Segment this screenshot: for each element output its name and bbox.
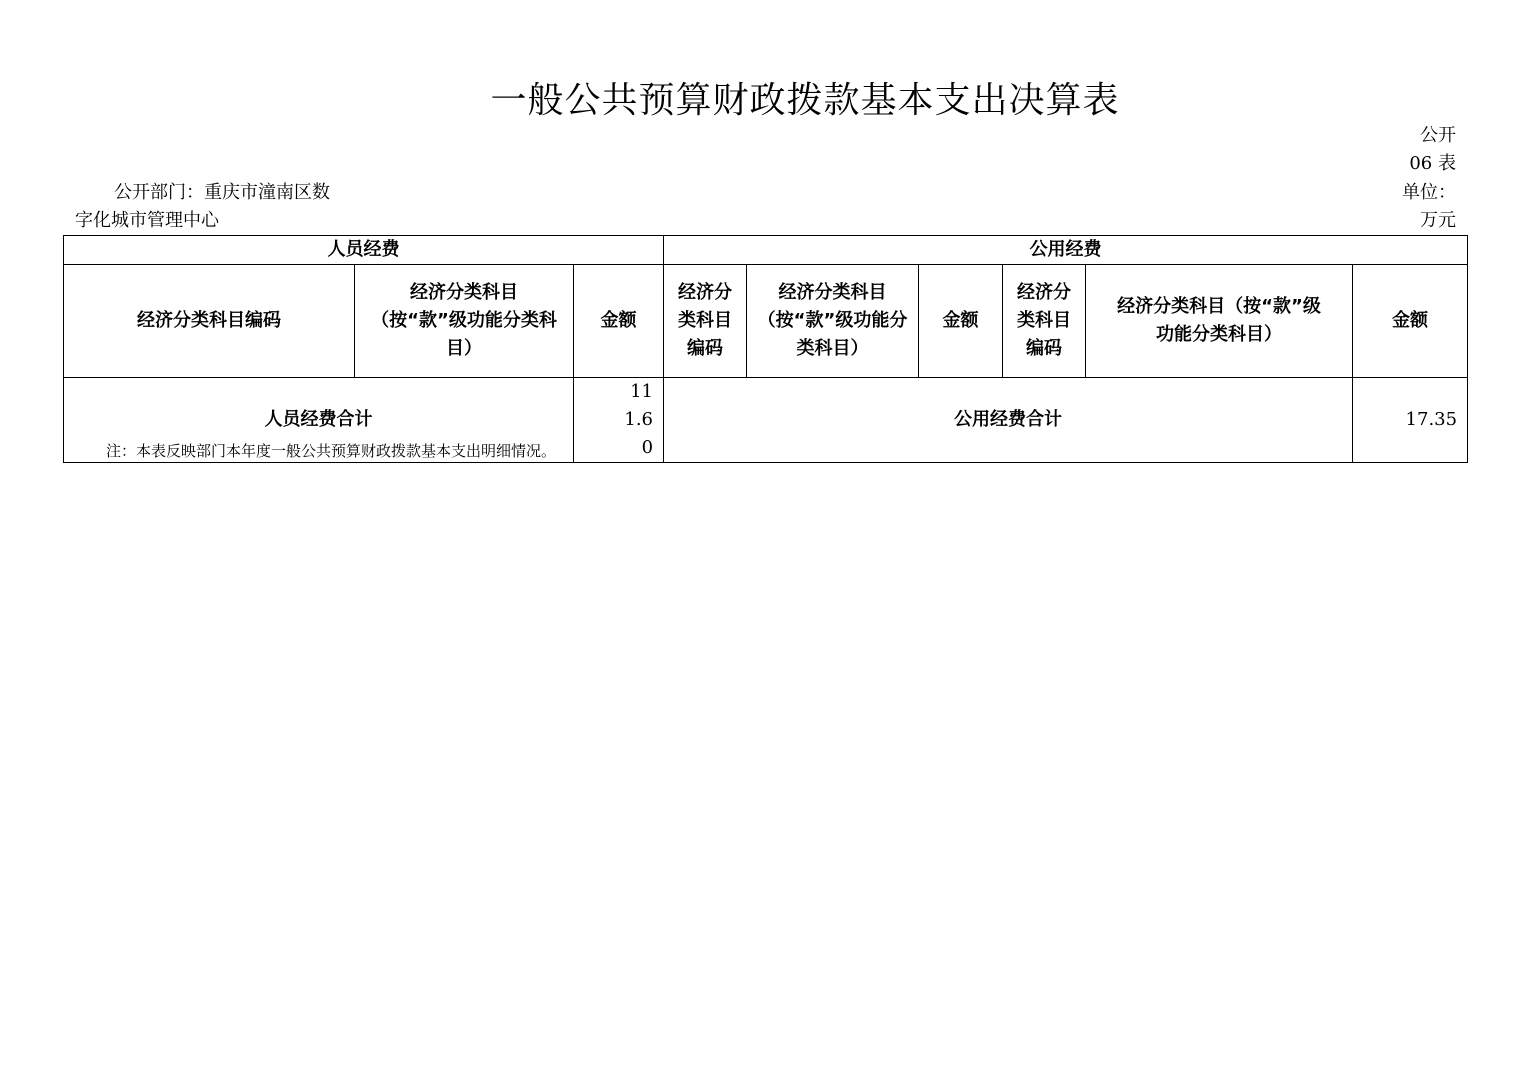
expenditure-table: [63, 235, 1468, 463]
header-public1-name-text: 经济分类科目（按“款”级功能分类科目）: [757, 282, 908, 359]
total-public-value: 17.35: [1353, 378, 1468, 463]
header-personnel-name: [355, 265, 574, 378]
form-number-line2: 06 表: [1409, 153, 1456, 174]
header-public2-code-text: 经济分类科目编码: [1017, 282, 1072, 359]
department-line1: 公开部门：重庆市潼南区数: [114, 182, 330, 203]
unit-line1: 单位：: [1402, 182, 1456, 203]
total-personnel-value-text: 111.60: [624, 381, 654, 458]
unit-line2: 万元: [1420, 210, 1456, 231]
header-personnel-name-text: 经济分类科目（按“款”级功能分类科目）: [371, 282, 557, 359]
group-personnel: 人员经费: [64, 236, 664, 265]
total-personnel-label: 人员经费合计: [64, 378, 574, 463]
form-number: [1409, 122, 1456, 178]
department-line2: 字化城市管理中心: [75, 210, 219, 231]
header-public2-name-text: 经济分类科目（按“款”级功能分类科目）: [1117, 296, 1321, 345]
form-number-line1: 公开: [1420, 125, 1456, 146]
header-personnel-amount-text: 金额: [600, 310, 637, 331]
page-title: 一般公共预算财政拨款基本支出决算表: [490, 80, 1120, 121]
header-public1-amount: [919, 265, 1003, 378]
header-personnel-amount: [574, 265, 664, 378]
header-personnel-code: [64, 265, 355, 378]
group-header-row: [64, 236, 1468, 265]
header-public2-amount: 金额: [1353, 265, 1468, 378]
header-public1-code: [664, 265, 747, 378]
department-label: [75, 179, 330, 235]
header-public1-code-text: 经济分类科目编码: [678, 282, 733, 359]
total-personnel-value: [574, 378, 664, 463]
column-header-row: [64, 265, 1468, 378]
header-public2-code: [1003, 265, 1086, 378]
total-public-label: 公用经费合计: [664, 378, 1353, 463]
header-public1-amount-text: 金额: [942, 310, 979, 331]
footnote: 注：本表反映部门本年度一般公共预算财政拨款基本支出明细情况。: [106, 442, 557, 460]
header-public1-name: [747, 265, 919, 378]
group-public: 公用经费: [664, 236, 1468, 265]
header-personnel-code-text: 经济分类科目编码: [137, 310, 281, 331]
header-public2-name: [1086, 265, 1353, 378]
unit-label: [1402, 179, 1456, 235]
